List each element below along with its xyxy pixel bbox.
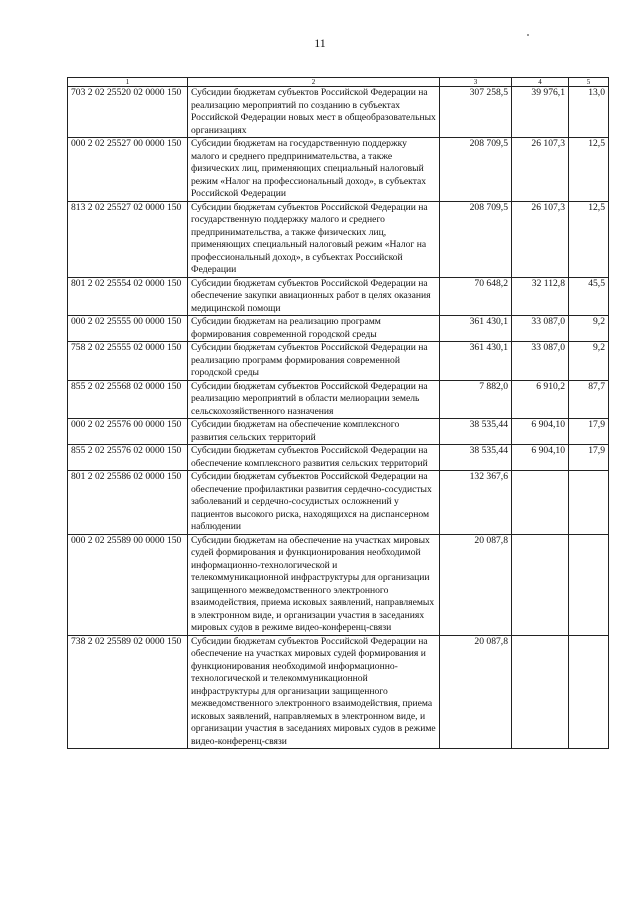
execution-percent: 17,9 bbox=[569, 445, 609, 471]
column-number-row bbox=[68, 78, 609, 87]
table-row bbox=[68, 277, 609, 316]
budget-code: 801 2 02 25586 02 0000 150 bbox=[68, 471, 188, 535]
fact-amount bbox=[512, 471, 569, 535]
column-number-3: 3 bbox=[440, 78, 512, 87]
table-row bbox=[68, 138, 609, 202]
revenue-name: Субсидии бюджетам на реализацию программ формирования современной городской среды bbox=[188, 316, 440, 342]
column-number-1: 1 bbox=[68, 78, 188, 87]
plan-amount: 361 430,1 bbox=[440, 316, 512, 342]
plan-amount: 307 258,5 bbox=[440, 87, 512, 138]
revenue-name: Субсидии бюджетам на государственную поддержку малого и среднего предпринимательства, а также физических лиц, применяющих специальный налоговый режим «Налог на профессиональный доход», в субъектах Российской Федерации bbox=[188, 138, 440, 202]
plan-amount: 132 367,6 bbox=[440, 471, 512, 535]
revenue-name: Субсидии бюджетам субъектов Российской Федерации на обеспечение комплексного развития сельских территорий bbox=[188, 445, 440, 471]
budget-code: 000 2 02 25576 00 0000 150 bbox=[68, 419, 188, 445]
revenue-name: Субсидии бюджетам на обеспечение на участках мировых судей формирования и функционирования необходимой информационно-технологической и телекоммуникационной инфраструктуры для организации защищенного межведомственного электронного взаимодействия, приема исковых заявлений, направляемых в электронном виде, и организации участия в заседаниях мировых судов в режиме видео-конференц-связи bbox=[188, 534, 440, 635]
plan-amount: 208 709,5 bbox=[440, 138, 512, 202]
table-row bbox=[68, 342, 609, 381]
fact-amount: 26 107,3 bbox=[512, 138, 569, 202]
budget-code: 703 2 02 25520 02 0000 150 bbox=[68, 87, 188, 138]
execution-percent: 12,5 bbox=[569, 201, 609, 277]
budget-code: 738 2 02 25589 02 0000 150 bbox=[68, 635, 188, 749]
table-row bbox=[68, 445, 609, 471]
budget-code: 000 2 02 25589 00 0000 150 bbox=[68, 534, 188, 635]
revenue-name: Субсидии бюджетам на обеспечение комплексного развития сельских территорий bbox=[188, 419, 440, 445]
page-number: 11 bbox=[314, 36, 326, 50]
execution-percent: 87,7 bbox=[569, 380, 609, 419]
fact-amount: 39 976,1 bbox=[512, 87, 569, 138]
execution-percent: 13,0 bbox=[569, 87, 609, 138]
budget-code: 000 2 02 25555 00 0000 150 bbox=[68, 316, 188, 342]
fact-amount: 33 087,0 bbox=[512, 342, 569, 381]
budget-table bbox=[67, 77, 609, 749]
budget-code: 855 2 02 25568 02 0000 150 bbox=[68, 380, 188, 419]
revenue-name: Субсидии бюджетам субъектов Российской Федерации на обеспечение закупки авиационных работ в целях оказания медицинской помощи bbox=[188, 277, 440, 316]
budget-code: 000 2 02 25527 00 0000 150 bbox=[68, 138, 188, 202]
revenue-name: Субсидии бюджетам субъектов Российской Федерации на реализацию мероприятий в области мелиорации земель сельскохозяйственного назначения bbox=[188, 380, 440, 419]
plan-amount: 20 087,8 bbox=[440, 534, 512, 635]
column-number-5: 5 bbox=[569, 78, 609, 87]
fact-amount bbox=[512, 635, 569, 749]
budget-code: 801 2 02 25554 02 0000 150 bbox=[68, 277, 188, 316]
table-row bbox=[68, 419, 609, 445]
budget-code: 758 2 02 25555 02 0000 150 bbox=[68, 342, 188, 381]
execution-percent: 12,5 bbox=[569, 138, 609, 202]
plan-amount: 208 709,5 bbox=[440, 201, 512, 277]
budget-code: 813 2 02 25527 02 0000 150 bbox=[68, 201, 188, 277]
fact-amount: 6 904,10 bbox=[512, 445, 569, 471]
execution-percent: 17,9 bbox=[569, 419, 609, 445]
fact-amount: 33 087,0 bbox=[512, 316, 569, 342]
revenue-name: Субсидии бюджетам субъектов Российской Федерации на реализацию программ формирования современной городской среды bbox=[188, 342, 440, 381]
revenue-name: Субсидии бюджетам субъектов Российской Федерации на обеспечение на участках мировых судей формирования и функционирования необходимой информационно-технологической и телекоммуникационной инфраструктуры для организации защищенного межведомственного электронного взаимодействия, приема исковых заявлений, направляемых в электронном виде, и организации участия в заседаниях мировых судов в режиме видео-конференц-связи bbox=[188, 635, 440, 749]
table-row bbox=[68, 201, 609, 277]
revenue-name: Субсидии бюджетам субъектов Российской Федерации на обеспечение профилактики развития сердечно-сосудистых заболеваний и сердечно-сосудистых осложнений у пациентов высокого риска, находящихся на диспансерном наблюдении bbox=[188, 471, 440, 535]
fact-amount: 6 910,2 bbox=[512, 380, 569, 419]
plan-amount: 20 087,8 bbox=[440, 635, 512, 749]
table-body bbox=[68, 87, 609, 749]
table-row bbox=[68, 635, 609, 749]
table-header bbox=[68, 78, 609, 87]
plan-amount: 38 535,44 bbox=[440, 419, 512, 445]
fact-amount bbox=[512, 534, 569, 635]
fact-amount: 32 112,8 bbox=[512, 277, 569, 316]
table-row bbox=[68, 87, 609, 138]
execution-percent bbox=[569, 534, 609, 635]
table-row bbox=[68, 380, 609, 419]
execution-percent: 9,2 bbox=[569, 316, 609, 342]
table-row bbox=[68, 316, 609, 342]
execution-percent: 9,2 bbox=[569, 342, 609, 381]
plan-amount: 38 535,44 bbox=[440, 445, 512, 471]
budget-code: 855 2 02 25576 02 0000 150 bbox=[68, 445, 188, 471]
fact-amount: 26 107,3 bbox=[512, 201, 569, 277]
fact-amount: 6 904,10 bbox=[512, 419, 569, 445]
revenue-name: Субсидии бюджетам субъектов Российской Федерации на государственную поддержку малого и среднего предпринимательства, а также физических лиц, применяющих специальный налоговый режим «Налог на профессиональный доход», в субъектах Российской Федерации bbox=[188, 201, 440, 277]
table-row bbox=[68, 534, 609, 635]
execution-percent bbox=[569, 635, 609, 749]
execution-percent bbox=[569, 471, 609, 535]
plan-amount: 7 882,0 bbox=[440, 380, 512, 419]
column-number-2: 2 bbox=[188, 78, 440, 87]
plan-amount: 70 648,2 bbox=[440, 277, 512, 316]
table-row bbox=[68, 471, 609, 535]
column-number-4: 4 bbox=[512, 78, 569, 87]
plan-amount: 361 430,1 bbox=[440, 342, 512, 381]
scan-speck bbox=[527, 34, 529, 36]
execution-percent: 45,5 bbox=[569, 277, 609, 316]
revenue-name: Субсидии бюджетам субъектов Российской Федерации на реализацию мероприятий по созданию в субъектах Российской Федерации новых мест в общеобразовательных организациях bbox=[188, 87, 440, 138]
